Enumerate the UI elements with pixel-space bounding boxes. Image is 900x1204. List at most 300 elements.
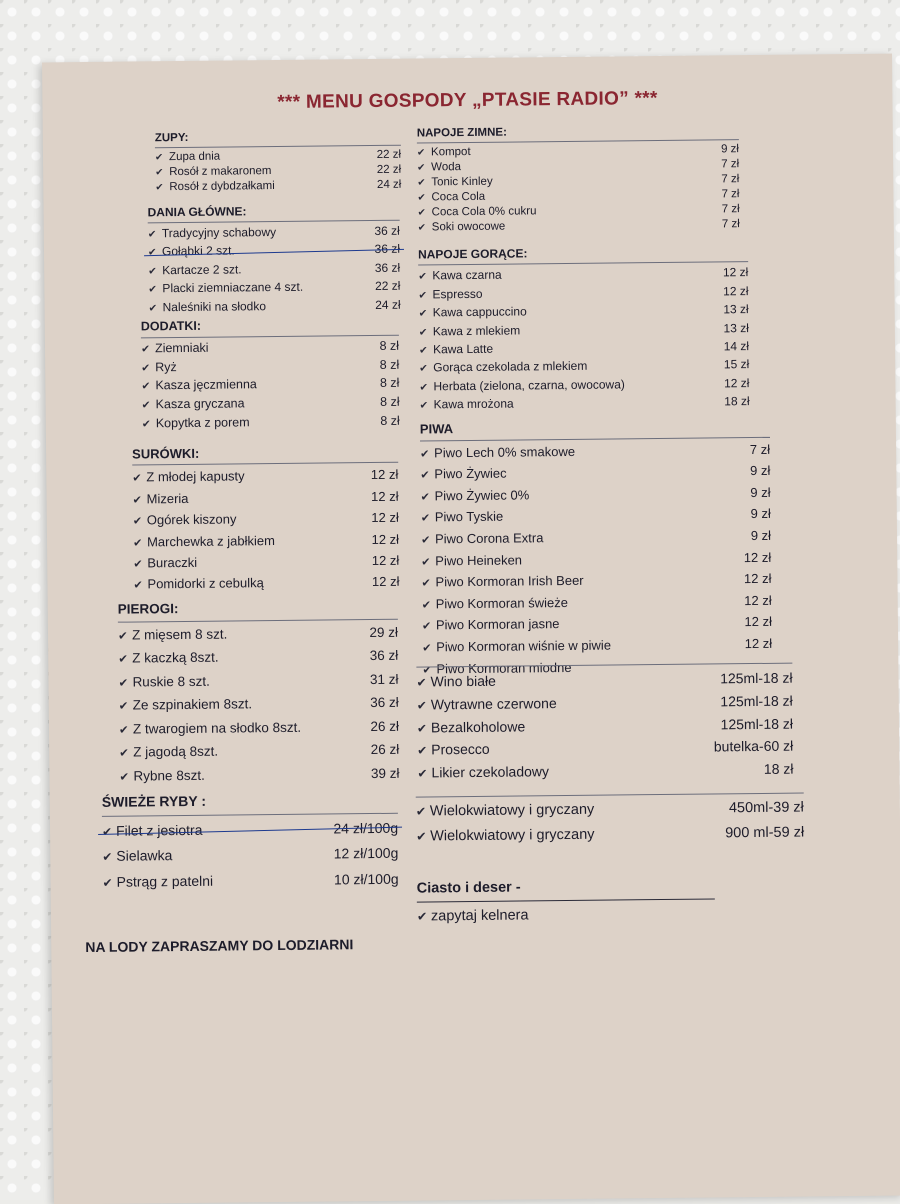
menu-item-name <box>419 376 625 397</box>
menu-item-price: 22 zł <box>376 148 402 161</box>
menu-item-name <box>141 340 209 360</box>
menu-item-name <box>417 716 525 740</box>
menu-item-name <box>418 220 506 236</box>
menu-item-name <box>148 242 235 261</box>
menu-item-price: 14 zł <box>723 339 750 354</box>
section-surowki <box>132 442 400 597</box>
menu-item-label: Zupa dnia <box>168 150 221 164</box>
menu-item-label: Piwo Heineken <box>435 552 523 568</box>
menu-item-name <box>142 396 245 416</box>
item-list <box>417 901 715 928</box>
checkmark-icon: ✔ <box>416 698 427 713</box>
checkmark-icon: ✔ <box>140 343 150 356</box>
checkmark-icon: ✔ <box>155 182 164 194</box>
menu-item-price: 18 zł <box>724 394 750 409</box>
section-heading: DANIA GŁÓWNE: <box>148 202 400 223</box>
menu-item-name <box>420 441 575 464</box>
menu-item-price: 8 zł <box>380 413 400 428</box>
menu-item-label: Wino białe <box>430 672 496 690</box>
menu-sheet <box>42 54 900 1204</box>
menu-item-name <box>133 574 264 597</box>
menu-item-price: 12 zł <box>371 488 399 504</box>
menu-item-label: Pomidorki z cebulką <box>147 575 264 592</box>
menu-item-price: 15 zł <box>723 357 750 372</box>
menu-item-label: Piwo Kormoran wiśnie w piwie <box>436 637 612 655</box>
checkmark-icon: ✔ <box>421 620 432 633</box>
left-column <box>155 129 402 196</box>
section-dania <box>148 202 401 318</box>
menu-item <box>420 393 750 415</box>
menu-item <box>133 508 399 532</box>
menu-item-price: 36 zł <box>374 223 400 238</box>
checkmark-icon: ✔ <box>416 147 426 159</box>
menu-item-label: Piwo Żywiec <box>434 465 507 482</box>
menu-item-label: Kawa cappuccino <box>432 304 527 320</box>
checkmark-icon: ✔ <box>421 577 431 590</box>
menu-item-price: 13 zł <box>723 302 749 317</box>
item-list <box>148 222 401 317</box>
section-heading: ŚWIEŻE RYBY : <box>102 787 398 817</box>
menu-item-name <box>416 823 595 850</box>
menu-item-price: 7 zł <box>721 203 740 216</box>
menu-item <box>132 465 398 489</box>
menu-item-name <box>421 571 583 594</box>
checkmark-icon: ✔ <box>118 653 128 666</box>
menu-item-label: Tradycyjny schabowy <box>161 224 277 240</box>
menu-item-name <box>419 322 521 341</box>
menu-item-price: 12 zł <box>370 467 399 483</box>
left-column-surowki <box>132 442 400 597</box>
menu-item-label: Placki ziemniaczane 4 szt. <box>162 279 304 296</box>
menu-item <box>119 715 399 741</box>
right-column-piwa <box>420 416 773 681</box>
checkmark-icon: ✔ <box>132 515 143 528</box>
menu-item-label: Prosecco <box>431 741 490 758</box>
menu-item-price: 12 zł <box>744 592 772 608</box>
menu-item-name <box>421 550 522 573</box>
checkmark-icon: ✔ <box>117 630 128 643</box>
menu-item-name <box>421 528 544 551</box>
menu-item-label: Kawa mrożona <box>433 396 514 412</box>
left-column-ryby <box>102 787 399 895</box>
menu-item <box>133 572 399 596</box>
item-list <box>102 815 399 895</box>
menu-item-price: 450ml-39 zł <box>728 799 804 817</box>
menu-item-label: Ziemniaki <box>154 340 209 356</box>
menu-item-name <box>155 164 271 180</box>
checkmark-icon: ✔ <box>417 192 426 204</box>
menu-item-label: Coca Cola <box>431 190 486 204</box>
menu-item-price: butelka-60 zł <box>713 738 794 755</box>
menu-item-label: Wielokwiatowy i gryczany <box>430 826 595 845</box>
menu-item-name <box>421 507 504 529</box>
left-column-dania <box>148 202 401 318</box>
menu-item-name <box>418 204 537 220</box>
menu-item-label: Marchewka z jabłkiem <box>146 532 275 550</box>
menu-item-label: Wytrawne czerwone <box>430 694 557 713</box>
menu-item <box>102 866 398 895</box>
checkmark-icon: ✔ <box>417 207 426 219</box>
menu-item-name <box>133 510 237 532</box>
right-column-ciasto <box>417 873 716 928</box>
menu-item-name <box>417 160 461 175</box>
menu-item-price: 22 zł <box>374 278 401 293</box>
menu-item-label: Woda <box>431 161 462 174</box>
checkmark-icon: ✔ <box>416 675 427 690</box>
menu-item-price: 24 zł/100g <box>333 819 399 836</box>
menu-item-label: Rosół z dybdzałkami <box>169 180 275 194</box>
menu-item-label: Piwo Kormoran miodne <box>436 659 572 676</box>
ice-cream-note: NA LODY ZAPRASZAMY DO LODZIARNI <box>85 936 354 956</box>
menu-item-name <box>148 279 303 299</box>
menu-item-price: 24 zł <box>376 178 402 191</box>
menu-item-name <box>417 903 529 928</box>
checkmark-icon: ✔ <box>421 599 432 612</box>
menu-item <box>416 821 804 850</box>
menu-item-label: Piwo Kormoran Irish Beer <box>435 572 584 590</box>
menu-item-label: Ze szpinakiem 8szt. <box>132 696 253 713</box>
checkmark-icon: ✔ <box>132 537 143 550</box>
menu-item-price: 12 zł <box>744 635 773 652</box>
menu-item-label: Filet z jesiotra <box>115 821 203 839</box>
left-column-pierogi <box>118 596 400 789</box>
menu-item <box>118 621 398 647</box>
menu-item-label: Mizeria <box>146 490 189 507</box>
checkmark-icon: ✔ <box>420 469 430 482</box>
checkmark-icon: ✔ <box>422 642 432 655</box>
menu-item-price: 29 zł <box>369 624 399 640</box>
mead-list <box>416 796 805 850</box>
menu-item-price: 9 zł <box>721 143 740 156</box>
menu-item-name <box>417 761 549 785</box>
menu-item-name <box>417 145 471 161</box>
menu-item-name <box>148 261 242 280</box>
menu-item-name <box>417 739 490 763</box>
menu-item-name <box>416 798 595 825</box>
menu-item-price: 7 zł <box>721 173 740 186</box>
menu-item-name <box>417 190 485 206</box>
checkmark-icon: ✔ <box>417 177 426 189</box>
menu-item <box>417 759 793 786</box>
menu-item-label: Soki owocowe <box>431 220 506 234</box>
menu-item-price: 12 zł <box>722 265 749 280</box>
item-list <box>118 621 400 788</box>
menu-item-label: Kartacze 2 szt. <box>162 261 242 277</box>
menu-item-price: 125ml-18 zł <box>720 669 793 687</box>
item-list <box>141 338 400 435</box>
menu-item-name <box>155 150 220 166</box>
menu-item-name <box>420 464 506 486</box>
checkmark-icon: ✔ <box>102 824 113 839</box>
section-piwa <box>420 416 773 681</box>
checkmark-icon: ✔ <box>419 345 428 357</box>
menu-item-label: Z jagodą 8szt. <box>133 743 219 760</box>
item-list <box>155 148 401 196</box>
menu-item-price: 12 zł <box>371 509 399 526</box>
section-zupy <box>155 129 402 196</box>
menu-item-price: 12 zł <box>371 552 400 569</box>
menu-item-label: Pstrąg z patelni <box>116 872 214 890</box>
checkmark-icon: ✔ <box>118 677 129 690</box>
checkmark-icon: ✔ <box>417 766 428 781</box>
checkmark-icon: ✔ <box>141 361 151 375</box>
menu-item-label: Rybne 8szt. <box>133 767 205 784</box>
section-dodatki <box>141 316 400 434</box>
section-heading: PIEROGI: <box>118 596 398 622</box>
menu-item-label: Piwo Kormoran jasne <box>435 616 560 633</box>
menu-item-label: Piwo Lech 0% smakowe <box>434 443 576 460</box>
checkmark-icon: ✔ <box>133 579 143 592</box>
menu-item-name <box>419 304 527 324</box>
menu-item <box>148 241 400 262</box>
item-list <box>132 465 399 596</box>
menu-item-label: zapytaj kelnera <box>430 907 529 925</box>
menu-item-label: Kasza jęczmienna <box>155 377 257 393</box>
checkmark-icon: ✔ <box>420 448 430 461</box>
menu-item-label: Rosół z makaronem <box>169 165 272 179</box>
menu-item-price: 36 zł <box>374 241 401 256</box>
section-heading: DODATKI: <box>141 316 399 338</box>
checkmark-icon: ✔ <box>417 222 427 234</box>
menu-item-name <box>118 623 228 648</box>
checkmark-icon: ✔ <box>421 555 431 569</box>
menu-item-label: Coca Cola 0% cukru <box>431 205 537 219</box>
menu-item-price: 12 zł <box>371 574 400 590</box>
section-heading: NAPOJE ZIMNE: <box>417 123 739 143</box>
menu-item-price: 7 zł <box>749 441 771 457</box>
menu-item-name <box>102 868 213 895</box>
menu-item-price: 36 zł <box>374 260 401 275</box>
menu-item-label: Wielokwiatowy i gryczany <box>429 801 595 820</box>
item-list <box>420 439 772 680</box>
menu-item-name <box>149 298 267 318</box>
menu-item <box>132 487 398 511</box>
menu-item-name <box>141 359 177 378</box>
menu-item-label: Kasza gryczana <box>155 396 245 412</box>
menu-item-price: 9 zł <box>750 506 771 522</box>
checkmark-icon: ✔ <box>154 152 164 164</box>
menu-item-price: 13 zł <box>723 320 749 335</box>
menu-item-name <box>422 635 611 659</box>
menu-item-price: 36 zł <box>370 694 399 711</box>
menu-item <box>119 762 399 788</box>
menu-item-name <box>418 286 482 305</box>
wine-list <box>416 668 793 786</box>
menu-item-price: 125ml-18 zł <box>720 692 793 710</box>
menu-item-name <box>416 671 496 695</box>
menu-item-name <box>132 467 244 490</box>
menu-item-name <box>132 489 188 511</box>
menu-item <box>102 815 398 844</box>
menu-item <box>119 739 399 765</box>
menu-item-price: 24 zł <box>375 297 401 312</box>
checkmark-icon: ✔ <box>148 265 157 277</box>
menu-item-price: 12 zł <box>371 531 400 547</box>
checkmark-icon: ✔ <box>132 494 142 507</box>
item-list <box>418 264 750 415</box>
menu-item-price: 900 ml-59 zł <box>725 824 805 842</box>
menu-item-name <box>422 614 560 637</box>
menu-item-label: Z mięsem 8 szt. <box>131 626 228 643</box>
checkmark-icon: ✔ <box>419 400 429 412</box>
menu-item-label: Gorąca czekolada z mlekiem <box>433 359 588 375</box>
section-napoje-gorace <box>418 243 750 415</box>
menu-item <box>118 645 398 671</box>
menu-item-name <box>118 647 219 672</box>
menu-item-name <box>102 843 172 869</box>
checkmark-icon: ✔ <box>119 747 129 760</box>
menu-item-name <box>155 179 275 195</box>
checkmark-icon: ✔ <box>118 724 129 737</box>
menu-item-label: Ruskie 8 szt. <box>132 673 210 690</box>
menu-item-label: Piwo Tyskie <box>434 509 504 525</box>
checkmark-icon: ✔ <box>419 382 429 394</box>
section-heading: Ciasto i deser - <box>417 873 715 902</box>
checkmark-icon: ✔ <box>418 271 427 283</box>
menu-item-price: 7 zł <box>721 218 740 231</box>
menu-item-name <box>148 224 276 244</box>
section-heading: PIWA <box>420 416 770 441</box>
checkmark-icon: ✔ <box>148 284 158 296</box>
menu-item-price: 8 zł <box>379 357 400 372</box>
menu-item <box>118 668 398 694</box>
menu-item-label: Naleśniki na słodko <box>162 298 267 314</box>
menu-item-price: 10 zł/100g <box>333 870 399 887</box>
checkmark-icon: ✔ <box>417 162 426 174</box>
menu-item-label: Kompot <box>430 145 471 159</box>
menu-item-label: Kawa Latte <box>432 341 494 357</box>
menu-item-label: Z twarogiem na słodko 8szt. <box>132 719 302 737</box>
checkmark-icon: ✔ <box>102 875 113 890</box>
menu-item-price: 9 zł <box>750 463 771 479</box>
menu-item-label: Herbata (zielona, czarna, owocowa) <box>433 377 625 394</box>
right-column-zimne <box>417 123 740 235</box>
menu-item-label: Kopytka z porem <box>155 415 250 431</box>
section-heading: SURÓWKI: <box>132 442 398 466</box>
menu-item-label: Gołąbki 2 szt. <box>161 243 235 259</box>
menu-item-price: 31 zł <box>369 671 399 687</box>
section-napoje-zimne <box>417 123 740 235</box>
menu-item <box>142 413 400 434</box>
menu-item <box>417 901 715 928</box>
checkmark-icon: ✔ <box>418 308 428 320</box>
menu-item-price: 9 zł <box>750 484 771 500</box>
checkmark-icon: ✔ <box>416 909 428 924</box>
menu-item-name <box>418 267 502 286</box>
menu-item-name <box>119 716 301 741</box>
menu-item <box>133 551 399 575</box>
menu-item-name <box>419 358 587 378</box>
menu-item-name <box>141 377 257 397</box>
checkmark-icon: ✔ <box>141 380 151 393</box>
checkmark-icon: ✔ <box>133 558 143 571</box>
menu-item-label: Ogórek kiszony <box>146 511 237 528</box>
menu-item-price: 36 zł <box>369 647 399 664</box>
menu-item-name <box>417 693 557 717</box>
menu-item-price: 12 zł <box>743 549 772 565</box>
menu-item-name <box>119 764 205 788</box>
checkmark-icon: ✔ <box>102 849 113 864</box>
menu-item-price: 125ml-18 zł <box>720 715 794 732</box>
menu-item-label: Kawa z mlekiem <box>432 323 521 338</box>
menu-item <box>102 841 398 870</box>
menu-item-price: 7 zł <box>721 158 740 171</box>
menu-item-label: Espresso <box>432 286 483 302</box>
section-heading: ZUPY: <box>155 129 401 149</box>
menu-item-price: 26 zł <box>370 718 400 734</box>
menu-item-label: Piwo Żywiec 0% <box>434 487 530 504</box>
menu-item-label: Likier czekoladowy <box>431 763 550 781</box>
checkmark-icon: ✔ <box>416 721 428 736</box>
menu-item-price: 12 zł/100g <box>333 844 399 862</box>
menu-item-name <box>420 396 514 415</box>
menu-item-price: 7 zł <box>721 188 740 201</box>
menu-item-label: Buraczki <box>147 554 198 571</box>
menu-item-price: 18 zł <box>763 760 794 778</box>
menu-item-price: 26 zł <box>370 741 400 758</box>
checkmark-icon: ✔ <box>419 363 428 375</box>
menu-item-price: 12 zł <box>744 614 772 630</box>
menu-item-label: Tonic Kinley <box>431 175 493 189</box>
checkmark-icon: ✔ <box>147 228 157 240</box>
checkmark-icon: ✔ <box>141 418 151 431</box>
menu-item-label: Piwo Kormoran świeże <box>435 594 569 612</box>
checkmark-icon: ✔ <box>418 327 428 339</box>
checkmark-icon: ✔ <box>422 663 432 677</box>
menu-item-label: Sielawka <box>116 847 173 864</box>
menu-item <box>149 296 401 317</box>
menu-item-name <box>142 414 250 434</box>
menu-item-label: Ryż <box>155 359 177 374</box>
menu-item-price: 12 zł <box>743 570 772 587</box>
menu-item-label: Bezalkoholowe <box>430 718 526 736</box>
menu-item-price: 8 zł <box>379 376 400 391</box>
menu-item-name <box>420 485 529 508</box>
menu-item-name <box>133 531 275 554</box>
checkmark-icon: ✔ <box>119 771 130 784</box>
menu-item-name <box>119 741 218 766</box>
menu-item-label: Z młodej kapusty <box>146 468 245 485</box>
checkmark-icon: ✔ <box>420 534 431 547</box>
checkmark-icon: ✔ <box>417 743 428 758</box>
menu-item-name <box>102 817 203 844</box>
checkmark-icon: ✔ <box>118 700 129 713</box>
checkmark-icon: ✔ <box>415 804 427 819</box>
item-list <box>417 142 740 235</box>
menu-item-price: 22 zł <box>376 163 402 176</box>
section-heading: NAPOJE GORĄCE: <box>418 243 748 266</box>
menu-item-label: Z kaczką 8szt. <box>132 649 219 666</box>
menu-item-name <box>119 693 253 718</box>
menu-title: *** MENU GOSPODY „PTASIE RADIO” *** <box>277 88 658 113</box>
menu-item <box>133 529 399 553</box>
left-column-dodatki <box>141 316 400 434</box>
right-column-gorace <box>418 243 750 415</box>
checkmark-icon: ✔ <box>141 399 151 412</box>
menu-item-price: 8 zł <box>380 394 400 410</box>
menu-item-name <box>133 553 197 575</box>
menu-item-price: 8 zł <box>379 338 400 353</box>
checkmark-icon: ✔ <box>420 491 430 504</box>
section-pierogi <box>118 596 400 789</box>
menu-item-price: 12 zł <box>723 283 749 299</box>
checkmark-icon: ✔ <box>416 829 427 844</box>
menu-item <box>418 217 740 235</box>
checkmark-icon: ✔ <box>418 290 428 302</box>
menu-item-label: Kawa czarna <box>432 268 502 283</box>
menu-item-name <box>422 593 568 616</box>
menu-item-price: 39 zł <box>370 765 400 781</box>
